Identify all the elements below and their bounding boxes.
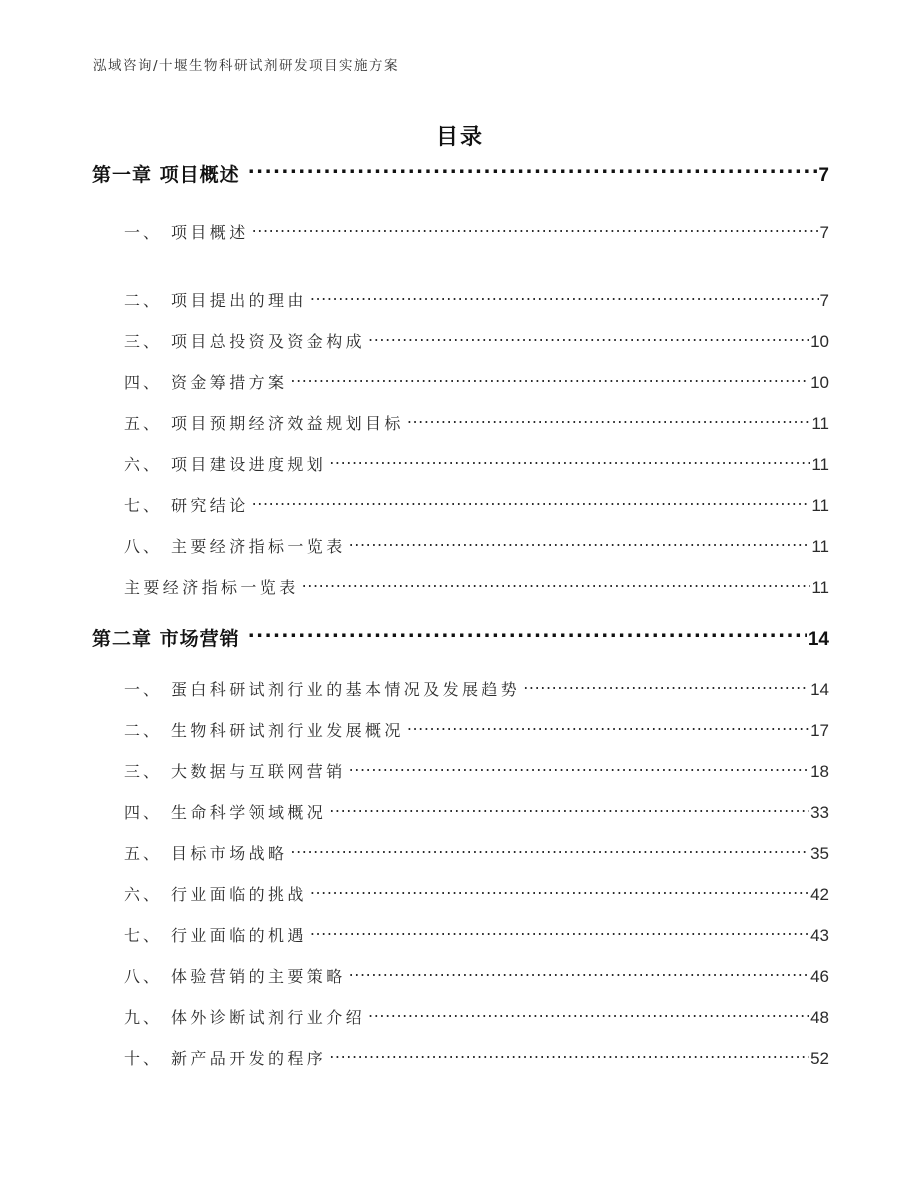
toc-page-number: 35 [810,844,829,864]
toc-page-number: 7 [818,164,829,186]
dot-leader [349,758,809,777]
dot-leader [310,287,819,306]
section-number: 一、 [124,223,163,243]
section-number: 四、 [124,373,163,393]
toc-section[interactable] [124,287,829,311]
dot-leader [252,492,811,511]
toc-section[interactable] [124,963,829,987]
toc-chapter-label: 第一章 项目概述 [92,163,240,186]
section-title: 行业面临的机遇 [171,926,307,946]
toc-page-number: 14 [810,680,829,700]
toc-section[interactable] [124,881,829,905]
section-title: 项目总投资及资金构成 [171,332,366,352]
toc-chapter-1[interactable] [92,158,829,187]
toc-section[interactable] [124,676,829,700]
toc-section[interactable] [124,369,829,393]
section-title: 生命科学领域概况 [171,803,327,823]
toc-section[interactable] [124,533,829,557]
section-number: 一、 [124,680,163,700]
section-title: 项目预期经济效益规划目标 [171,414,404,434]
section-number: 六、 [124,885,163,905]
toc-section[interactable] [124,840,829,864]
section-title: 项目建设进度规划 [171,455,327,475]
dot-leader [329,799,809,818]
section-number: 二、 [124,291,163,311]
section-number: 七、 [124,496,163,516]
section-title: 目标市场战略 [171,844,288,864]
section-number: 三、 [124,332,163,352]
toc-page-number: 11 [811,414,829,434]
toc-section[interactable] [124,410,829,434]
dot-leader [329,451,810,470]
toc-page-number: 48 [810,1008,829,1028]
section-title: 主要经济指标一览表 [171,537,346,557]
section-title: 蛋白科研试剂行业的基本情况及发展趋势 [171,680,521,700]
toc-page-number: 10 [810,332,829,352]
dot-leader [349,533,811,552]
toc-section[interactable] [124,492,829,516]
toc-page-number: 42 [810,885,829,905]
toc-section[interactable] [124,574,829,598]
section-number: 三、 [124,762,163,782]
toc-section[interactable] [124,328,829,352]
toc-page-number: 7 [819,223,829,243]
toc-page-number: 46 [810,967,829,987]
section-number: 五、 [124,844,163,864]
dot-leader [302,574,811,593]
dot-leader [349,963,809,982]
section-number: 四、 [124,803,163,823]
section-number: 五、 [124,414,163,434]
toc-page-number: 33 [810,803,829,823]
toc-section[interactable] [124,799,829,823]
toc-page-number: 11 [811,455,829,475]
toc-page-number: 18 [810,762,829,782]
section-title: 新产品开发的程序 [171,1049,327,1069]
toc-page-number: 11 [811,578,829,598]
toc-chapter-2[interactable] [92,622,829,651]
toc-page-number: 7 [819,291,829,311]
section-number: 六、 [124,455,163,475]
section-title: 研究结论 [171,496,249,516]
section-title: 体验营销的主要策略 [171,967,346,987]
section-number: 九、 [124,1008,163,1028]
section-title: 主要经济指标一览表 [124,578,299,598]
toc-page-number: 52 [810,1049,829,1069]
dot-leader [290,369,809,388]
section-title: 体外诊断试剂行业介绍 [171,1008,366,1028]
section-title: 行业面临的挑战 [171,885,307,905]
toc-page-number: 10 [810,373,829,393]
toc-page-number: 11 [811,537,829,557]
toc-page-number: 14 [807,628,829,650]
toc-section[interactable] [124,758,829,782]
section-number: 二、 [124,721,163,741]
dot-leader [310,922,809,941]
dot-leader [329,1045,809,1064]
toc-section[interactable] [124,922,829,946]
dot-leader [407,717,809,736]
toc-section[interactable] [124,717,829,741]
section-title: 资金筹措方案 [171,373,288,393]
toc-section[interactable] [124,451,829,475]
dot-leader [248,622,807,645]
section-title: 生物科研试剂行业发展概况 [171,721,404,741]
toc-page-number: 43 [810,926,829,946]
section-number: 八、 [124,537,163,557]
dot-leader [523,676,809,695]
section-number: 八、 [124,967,163,987]
section-number: 七、 [124,926,163,946]
toc-page-number: 11 [811,496,829,516]
section-title: 项目提出的理由 [171,291,307,311]
section-title: 项目概述 [171,223,249,243]
toc-page-number: 17 [810,721,829,741]
dot-leader [407,410,811,429]
toc-section[interactable] [124,1004,829,1028]
dot-leader [368,1004,809,1023]
dot-leader [248,158,818,181]
dot-leader [252,219,819,238]
toc-title: 目录 [435,125,484,150]
toc-chapter-label: 第二章 市场营销 [92,627,240,650]
dot-leader [290,840,809,859]
section-number: 十、 [124,1049,163,1069]
dot-leader [368,328,809,347]
dot-leader [310,881,809,900]
document-header: 泓域咨询/十堰生物科研试剂研发项目实施方案 [93,58,400,74]
section-title: 大数据与互联网营销 [171,762,346,782]
toc-section[interactable] [124,219,829,243]
toc-section[interactable] [124,1045,829,1069]
